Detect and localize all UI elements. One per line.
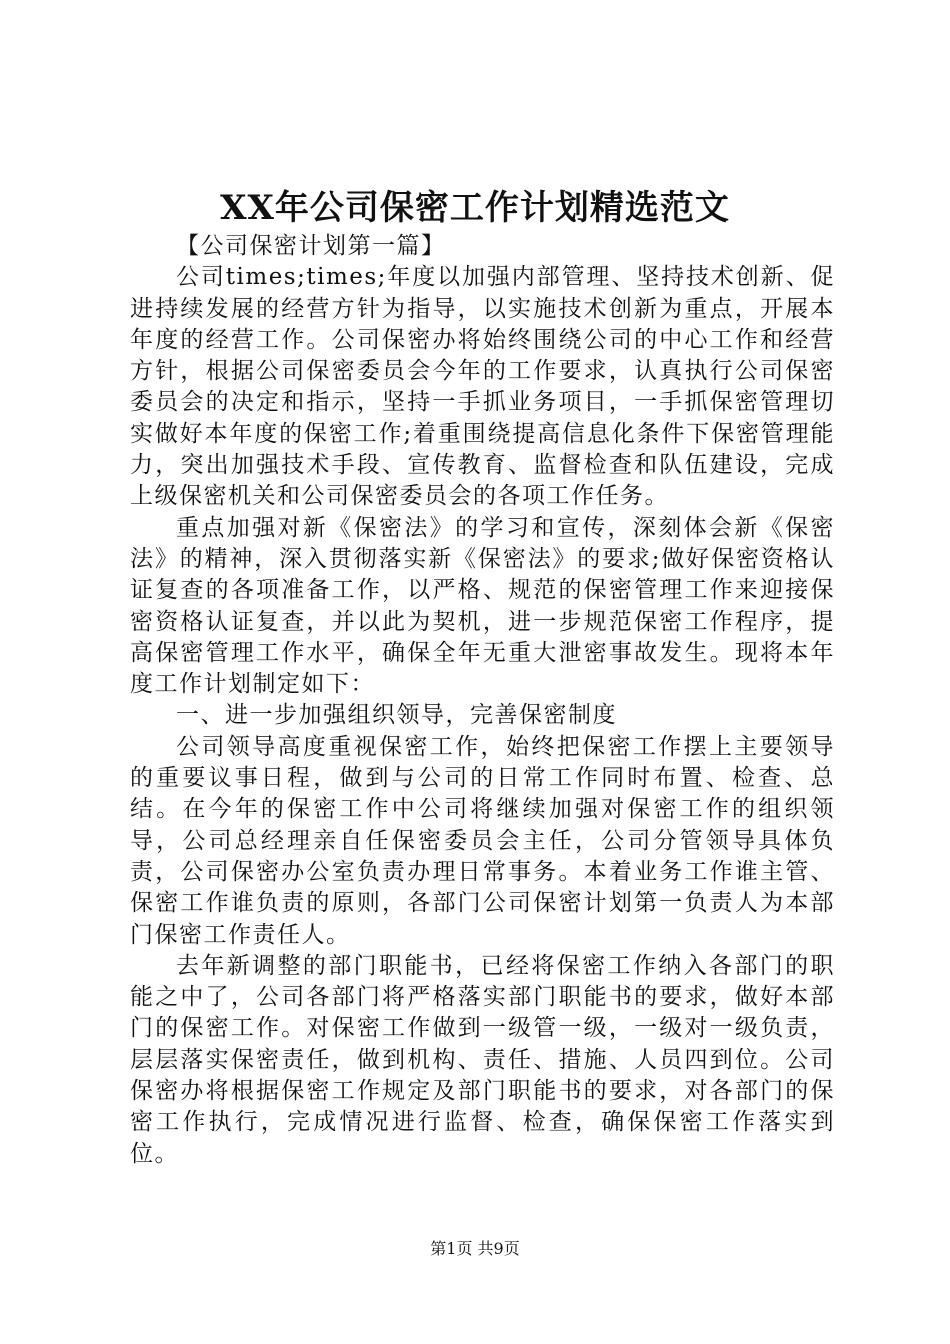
document-title: XX年公司保密工作计划精选范文 <box>220 188 730 228</box>
document-body <box>130 231 835 1170</box>
paragraph: 公司times;times;年度以加强内部管理、坚持技术创新、促进持续发展的经营方针为指导，以实施技术创新为重点，开展本年度的经营工作。公司保密办将始终围绕公司的中心工作和经营方针，根据公司保密委员会今年的工作要求，认真执行公司保密委员会的决定和指示，坚持一手抓业务项目，一手抓保密管理切实做好本年度的保密工作;着重围绕提高信息化条件下保密管理能力，突出加强技术手段、宣传教育、监督检查和队伍建设，完成上级保密机关和公司保密委员会的各项工作任务。 <box>130 264 835 510</box>
section-heading: 【公司保密计划第一篇】 <box>176 233 446 259</box>
page-number-footer: 第1页 共9页 <box>430 1239 520 1258</box>
paragraph: 去年新调整的部门职能书，已经将保密工作纳入各部门的职能之中了，公司各部门将严格落实部门职能书的要求，做好本部门的保密工作。对保密工作做到一级管一级，一级对一级负责，层层落实保密责任，做到机构、责任、措施、人员四到位。公司保密办将根据保密工作规定及部门职能书的要求，对各部门的保密工作执行，完成情况进行监督、检查，确保保密工作落实到位。 <box>130 952 835 1167</box>
paragraph: 重点加强对新《保密法》的学习和宣传，深刻体会新《保密法》的精神，深入贯彻落实新《保密法》的要求;做好保密资格认证复查的各项准备工作，以严格、规范的保密管理工作来迎接保密资格认证复查，并以此为契机，进一步规范保密工作程序，提高保密管理工作水平，确保全年无重大泄密事故发生。现将本年度工作计划制定如下： <box>130 514 835 698</box>
section-heading: 一、进一步加强组织领导，完善保密制度 <box>176 702 617 729</box>
paragraph: 公司领导高度重视保密工作，始终把保密工作摆上主要领导的重要议事日程，做到与公司的日常工作同时布置、检查、总结。在今年的保密工作中公司将继续加强对保密工作的组织领导，公司总经理亲自任保密委员会主任，公司分管领导具体负责，公司保密办公室负责办理日常事务。本着业务工作谁主管、保密工作谁负责的原则，各部门公司保密计划第一负责人为本部门保密工作责任人。 <box>130 733 835 948</box>
